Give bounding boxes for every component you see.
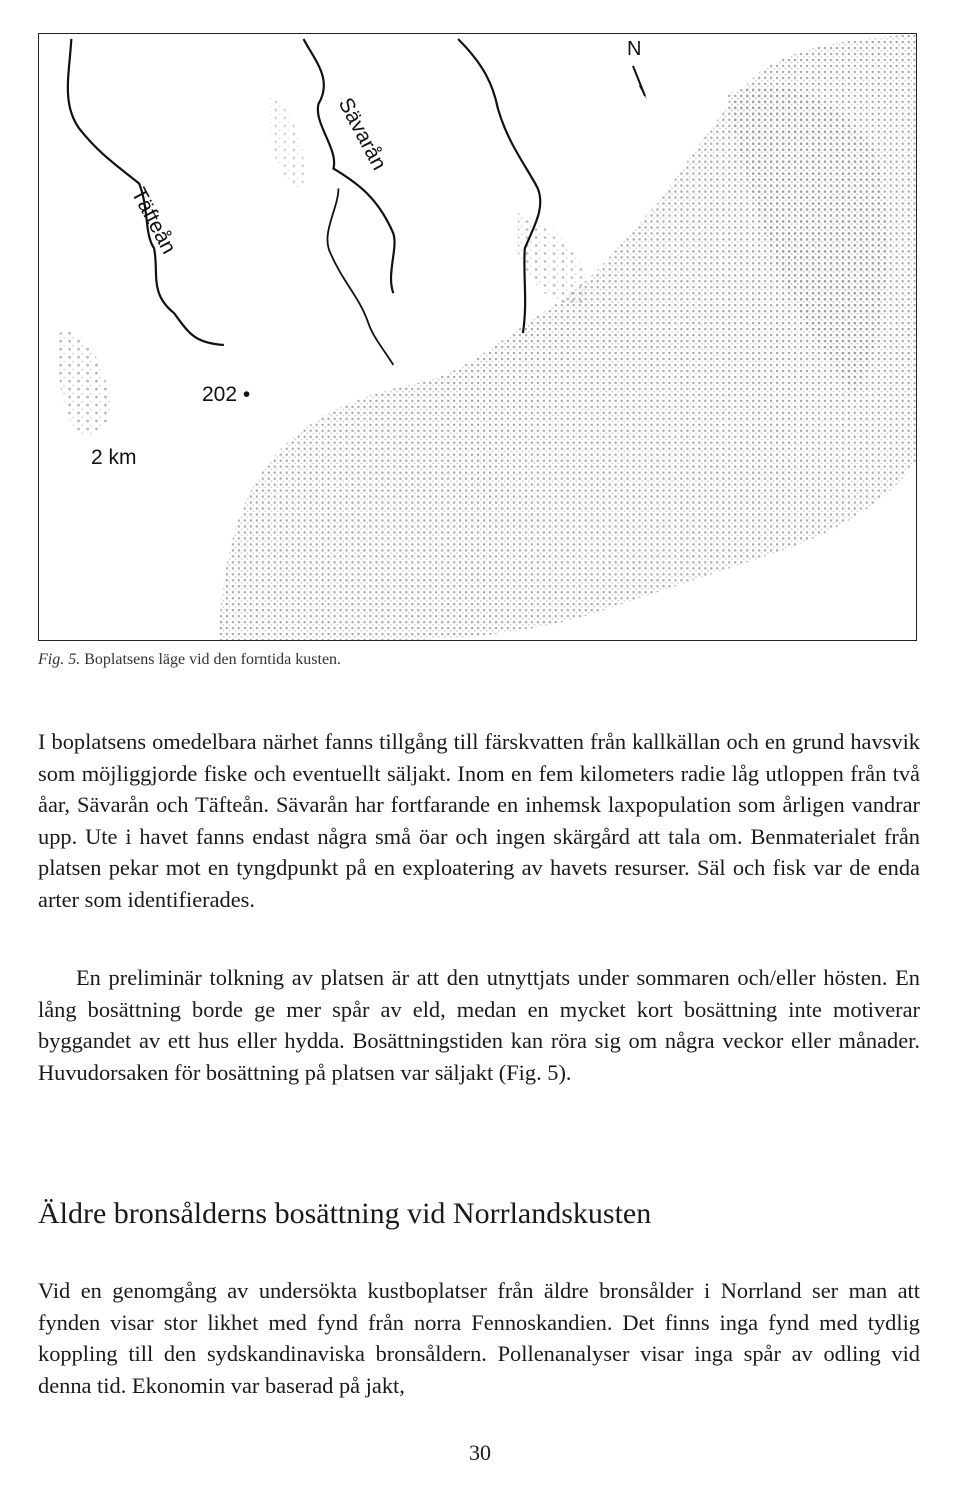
figure-caption-prefix: Fig. 5. [38,651,81,668]
scale-label: 2 km [91,446,137,469]
site-marker-label: 202 • [202,383,251,406]
north-arrow-label: N [627,38,642,60]
section-heading: Äldre bronsålderns bosättning vid Norrlandskusten [38,1197,652,1230]
figure-caption [38,651,341,669]
map-figure [38,33,917,641]
river-label-taftean: Täfteån [126,184,181,258]
figure-caption-text: Boplatsens läge vid den forntida kusten. [84,651,342,668]
paragraph-1: I boplatsens omedelbara närhet fanns tillgång till färskvatten från kallkällan och en grund havsvik som möjliggjorde fiske och eventuellt säljakt. Inom en fem kilometers radie låg utloppen från två åar, Sävarån och Täfteån. Sävarån har fortfarande en inhemsk laxpopulation som årligen vandrar upp. Ute i havet fanns endast några små öar och ingen skärgård att tala om. Benmaterialet från platsen pekar mot en tyngdpunkt på en exploatering av havets resurser. Säl och fisk var de enda arter som identifierades. [38,729,920,912]
coastline-map [39,34,916,640]
north-arrow-icon [627,62,651,102]
paragraph-3: Vid en genomgång av undersökta kustboplatser från äldre bronsålder i Norrland ser man att fynden visar stor likhet med fynd från norra Fennoskandien. Det finns inga fynd med tydlig koppling till den sydskandinaviska bronsåldern. Pollenanalyser visar inga spår av odling vid denna tid. Ekonomin var baserad på jakt, [38,1278,920,1398]
page-number: 30 [469,1440,491,1465]
river-label-savaran: Sävarån [333,94,391,174]
paragraph-2: En preliminär tolkning av platsen är att den utnyttjats under sommaren och/eller hösten. En lång bosättning borde ge mer spår av eld, medan en mycket kort bosättning inte motiverar byggandet av ett hus eller hydda. Bosättningstiden kan röra sig om några veckor eller månader. Huvudorsaken för bosättning på platsen var säljakt (Fig. 5). [38,965,920,1085]
